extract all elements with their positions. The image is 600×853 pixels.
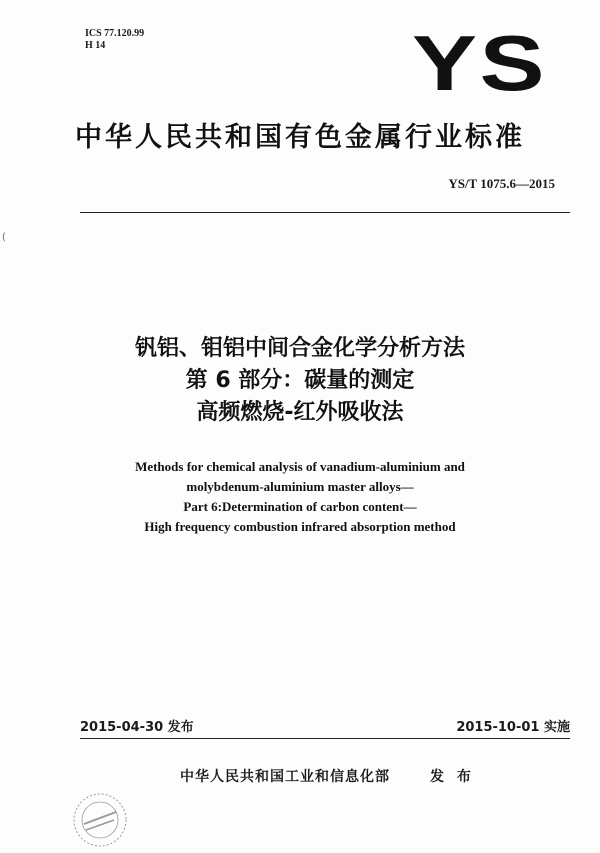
chinese-title-line-1: 钒铝、钼铝中间合金化学分析方法 (134, 336, 465, 361)
ys-logo: YS (412, 19, 548, 107)
english-title (0, 457, 600, 537)
top-divider (80, 212, 570, 213)
chinese-title (0, 333, 600, 429)
ics-code: ICS 77.120.99 (85, 28, 145, 39)
margin-mark: ( (2, 232, 6, 243)
issue-date: 2015-04-30 发布 (80, 720, 194, 735)
english-title-line-2: molybdenum-aluminium master alloys— (186, 479, 414, 494)
circular-stamp-icon (70, 790, 130, 850)
english-title-line-3: Part 6:Determination of carbon content— (183, 499, 417, 514)
classification-codes (85, 28, 144, 52)
bottom-divider (80, 738, 570, 739)
english-title-line-1: Methods for chemical analysis of vanadium-aluminium and (135, 459, 465, 474)
standard-number: YS/T 1075.6—2015 (448, 176, 555, 191)
chinese-title-line-3: 高频燃烧-红外吸收法 (196, 400, 404, 425)
ccs-code: H 14 (85, 40, 106, 51)
implementation-date: 2015-10-01 实施 (456, 720, 570, 735)
english-title-line-4: High frequency combustion infrared absorption method (144, 519, 456, 534)
issuer-action: 发 布 (430, 769, 475, 785)
chinese-title-line-2: 第 6 部分：碳量的测定 (185, 368, 415, 393)
issuer-name: 中华人民共和国工业和信息化部 (180, 769, 390, 785)
standard-category-title: 中华人民共和国有色金属行业标准 (75, 122, 525, 153)
